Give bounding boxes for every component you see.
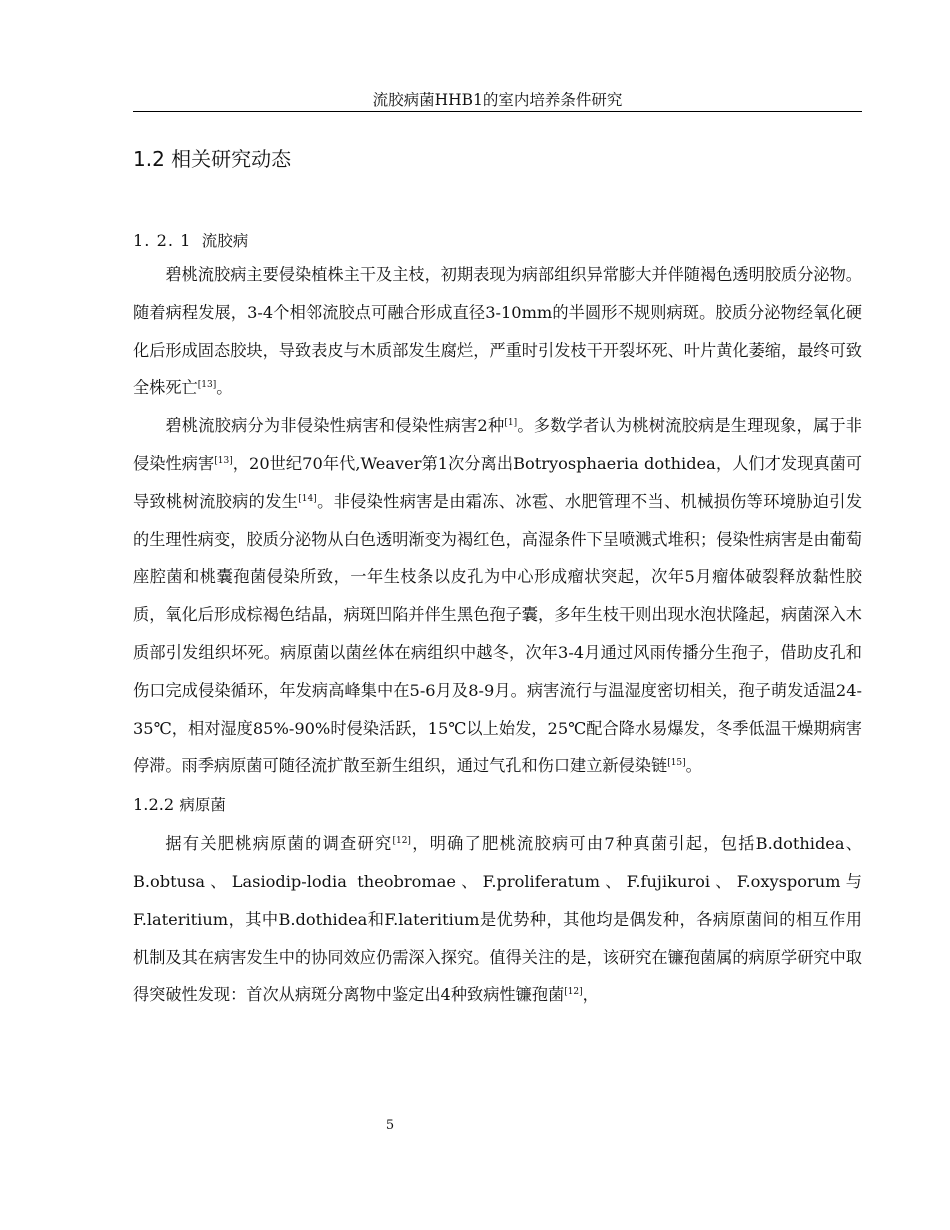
subsection-number: 1.2.2: [133, 795, 175, 815]
subsection-title: 流胶病: [201, 232, 249, 250]
page-number: 5: [385, 1118, 395, 1133]
punctuation: 。: [685, 756, 702, 776]
citation: [12]: [392, 836, 411, 847]
paragraph-text: 。多数学者认为桃树流胶病是生理现象，属于非侵染性病害: [133, 416, 862, 473]
running-header: 流胶病菌HHB1的室内培养条件研究: [372, 91, 623, 109]
paragraph-text: ，明确了肥桃流胶病可由7种真菌引起，包括B.dothidea、B.obtusa、Lasiodip-lodia theobromae、F.proliferatum、F.fujikuroi、F.oxysporum与F.lateritium，其中B.dothidea和F.lateritium是优势种，其他均是偶发种，各病原菌间的相互作用机制及其在病害发生中的协同效应仍需深入探究。值得关注的是，该研究在镰孢菌属的病原学研究中取得突破性发现：首次从病斑分离物中鉴定出4种致病性镰孢菌: [133, 834, 862, 1005]
punctuation: 。: [216, 378, 233, 398]
citation: [15]: [667, 758, 686, 769]
citation: [12]: [564, 987, 583, 998]
paragraph-text: ，20世纪70年代,Weaver第1次分离出Botryosphaeria dothidea，人们才发现真菌可导致桃树流胶病的发生: [133, 453, 862, 511]
citation: [13]: [197, 380, 217, 391]
paragraph-text: 。非侵染性病害是由霜冻、冰雹、水肥管理不当、机械损伤等环境胁迫引发的生理性病变，胶质分泌物从白色透明渐变为褐红色，高湿条件下呈喷溅式堆积；侵染性病害是由葡萄座腔菌和桃囊孢菌侵染所致，一年生枝条以皮孔为中心形成瘤状突起，次年5月瘤体破裂释放黏性胶质，氧化后形成棕褐色结晶，病斑凹陷并伴生黑色孢子囊，多年生枝干则出现水泡状隆起，病菌深入木质部引发组织坏死。病原菌以菌丝体在病组织中越冬，次年3-4月通过风雨传播分生孢子，借助皮孔和伤口完成侵染循环，年发病高峰集中在5-6月及8-9月。病害流行与温湿度密切相关，孢子萌发适温24-35℃，相对湿度85%-90%时侵染活跃，15℃以上始发，25℃配合降水易爆发，冬季低温干燥期病害停滞。雨季病原菌可随径流扩散至新生组织，通过气孔和伤口建立新侵染链: [133, 491, 863, 776]
subsection-heading-1: [133, 226, 862, 256]
paragraph-2: [133, 407, 862, 785]
paragraph-text: 碧桃流胶病分为非侵染性病害和侵染性病害2种: [165, 416, 505, 436]
header-rule: [133, 111, 862, 112]
punctuation: ，: [582, 985, 599, 1005]
subsection-number: 1. 2. 1: [133, 231, 192, 250]
subsection-title: 病原菌: [179, 796, 226, 815]
paragraph-3: [133, 825, 862, 1014]
subsection-heading-2: [133, 785, 862, 825]
citation: [14]: [298, 493, 317, 504]
section-heading: 1.2 相关研究动态: [133, 147, 292, 171]
paragraph-text: 碧桃流胶病主要侵染植株主干及主枝，初期表现为病部组织异常膨大并伴随褐色透明胶质分泌物。随着病程发展，3-4个相邻流胶点可融合形成直径3-10mm的半圆形不规则病斑。胶质分泌物经氧化硬化后形成固态胶块，导致表皮与木质部发生腐烂，严重时引发枝干开裂坏死、叶片黄化萎缩，最终可致全株死亡: [133, 265, 862, 398]
paragraph-text: 据有关肥桃病原菌的调查研究: [165, 834, 393, 854]
body-text: [133, 226, 862, 1014]
citation: [13]: [214, 455, 233, 466]
paragraph-1: [133, 256, 862, 407]
citation: [1]: [504, 418, 518, 429]
